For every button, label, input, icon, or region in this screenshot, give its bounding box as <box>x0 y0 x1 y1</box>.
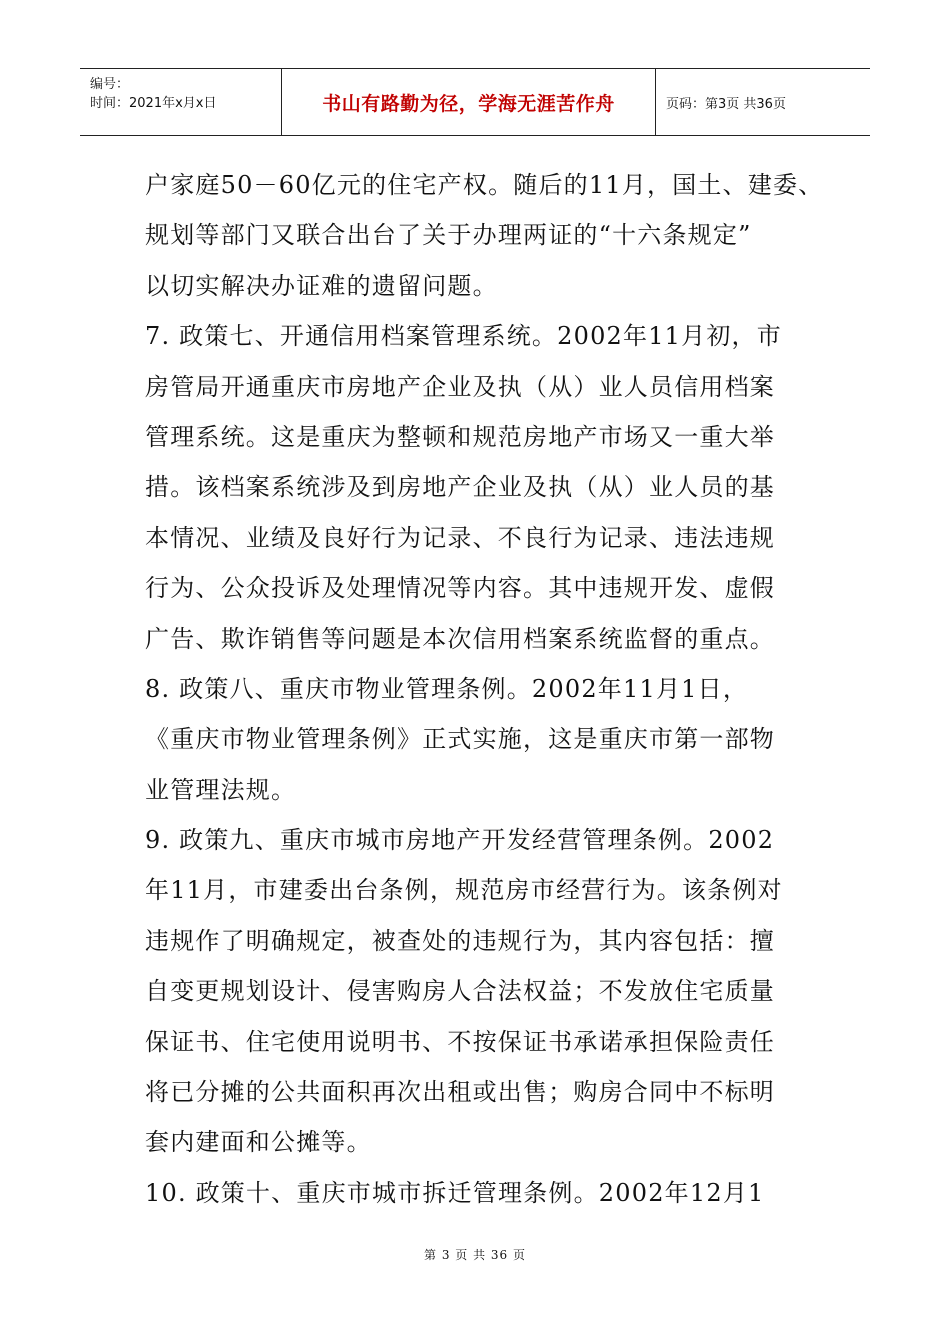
text-line: 7. 政策七、开通信用档案管理系统。2002年11月初，市 <box>145 322 782 351</box>
text-line: 9. 政策九、重庆市城市房地产开发经营管理条例。2002 <box>145 826 775 855</box>
text-line: 管理系统。这是重庆为整顿和规范房地产市场又一重大举 <box>145 422 775 451</box>
number-label: 编号： <box>90 77 130 92</box>
text-line: 业管理法规。 <box>145 775 297 804</box>
text-line: 套内建面和公摊等。 <box>145 1128 372 1157</box>
document-body <box>145 160 824 1218</box>
text-line: 措。该档案系统涉及到房地产企业及执（从）业人员的基 <box>145 473 775 502</box>
text-line: 行为、公众投诉及处理情况等内容。其中违规开发、虚假 <box>145 574 775 603</box>
text-line: 8. 政策八、重庆市物业管理条例。2002年11月1日， <box>145 674 749 703</box>
page-header <box>80 68 870 136</box>
header-meta <box>80 69 282 135</box>
text-line: 违规作了明确规定，被查处的违规行为，其内容包括：擅 <box>145 926 775 955</box>
text-line: 房管局开通重庆市房地产企业及执（从）业人员信用档案 <box>145 372 775 401</box>
date-label: 时间：2021年x月x日 <box>90 96 217 111</box>
text-line: 10. 政策十、重庆市城市拆迁管理条例。2002年12月1 <box>145 1178 765 1207</box>
page-footer: 第 3 页 共 36 页 <box>424 1248 526 1262</box>
text-line: 以切实解决办证难的遗留问题。 <box>145 271 498 300</box>
text-line: 将已分摊的公共面积再次出租或出售；购房合同中不标明 <box>145 1078 775 1107</box>
text-line: 年11月，市建委出台条例，规范房市经营行为。该条例对 <box>145 876 783 905</box>
header-page-info: 页码：第3页 共36页 <box>666 96 786 112</box>
text-line: 本情况、业绩及良好行为记录、不良行为记录、违法违规 <box>145 523 775 552</box>
text-line: 广告、欺诈销售等问题是本次信用档案系统监督的重点。 <box>145 624 775 653</box>
text-line: 自变更规划设计、侵害购房人合法权益；不发放住宅质量 <box>145 977 775 1006</box>
text-line: 户家庭50－60亿元的住宅产权。随后的11月，国土、建委、 <box>145 171 824 199</box>
text-line: 《重庆市物业管理条例》正式实施，这是重庆市第一部物 <box>145 725 775 754</box>
text-line: 保证书、住宅使用说明书、不按保证书承诺承担保险责任 <box>145 1027 775 1056</box>
header-motto: 书山有路勤为径，学海无涯苦作舟 <box>282 69 656 135</box>
text-line: 规划等部门又联合出台了关于办理两证的“十六条规定” <box>145 221 752 250</box>
